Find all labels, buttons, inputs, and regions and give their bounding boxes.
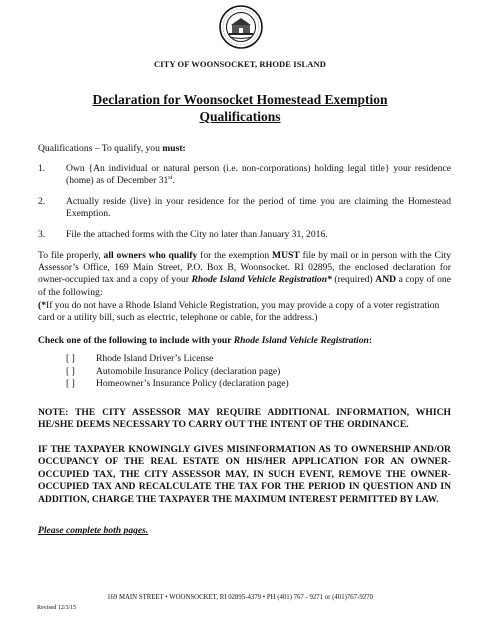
title-line-1: Declaration for Woonsocket Homestead Exemption [92,92,388,107]
city-name: CITY OF WOONSOCKET, RHODE ISLAND [153,59,327,69]
checklist-item [66,353,289,366]
qualifications-lead-text: Qualifications – To qualify, you [38,143,163,154]
p1-a: To file properly, [38,250,104,261]
p2-a: (* [38,300,46,311]
checkbox[interactable]: [ ] [66,378,75,389]
checklist-label: Homeowner’s Insurance Policy (declaration page) [96,378,289,389]
page-title [0,91,480,125]
list-text: Actually reside (live) in your residence for the period of time you are claiming the Homestead Exemption. [66,196,451,220]
checklist-label: Rhode Island Driver’s License [96,353,214,364]
p3-c: : [368,335,373,346]
list-item [38,163,451,187]
revision-date: Revised 12/3/15 [37,605,77,611]
list-text-sup: st [168,175,173,182]
p1-e: file by mail or in person with the City Assessor’s Office, 169 Main Street, P.O. Box B, Woonsocket. RI 02895, the enclosed declaration for owner-occupied tax and a copy of your [38,250,451,286]
filing-instructions [38,250,451,299]
footer-address: 169 MAIN STREET • WOONSOCKET, RI 02895-4379 • PH (401) 767 - 9271 or (401)767-9270 [107,594,373,601]
qualifications-must: must: [162,143,186,154]
qualifications-lead [38,143,451,155]
misinformation-warning: IF THE TAXPAYER KNOWINGLY GIVES MISINFORMATION AS TO OWNERSHIP AND/OR OCCUPANCY OF THE REAL ESTATE ON HIS/HER APPLICATION FOR AN OWNER-OCCUPIED TAX, THE CITY ASSESSOR MAY, IN SUCH EVENT, REMOVE THE OWNER-OCCUPIED TAX AND RECALCULATE THE TAX FOR THE PERIOD IN QUESTION AND IN ADDITION, CHARGE THE TAXPAYER THE MAXIMUM INTEREST PERMITTED BY LAW. [38,444,451,505]
city-seal-icon [219,5,263,49]
assessor-note: NOTE: THE CITY ASSESSOR MAY REQUIRE ADDITIONAL INFORMATION, WHICH HE/SHE DEEMS NECESSARY TO CARRY OUT THE INTENT OF THE ORDINANCE. [38,407,451,431]
list-text-end: . [172,175,175,187]
p1-g: (required) [331,274,376,286]
registration-alternative [38,300,451,324]
checklist-item [66,366,289,379]
checklist-item [66,378,289,391]
list-number: 1. [38,163,46,174]
p3-b: Rhode Island Vehicle Registration [233,335,369,346]
list-item [38,229,451,241]
p1-b: all owners who qualify [103,250,198,261]
checkbox[interactable]: [ ] [66,365,75,377]
list-number: 3. [38,229,46,240]
checklist-heading [38,335,451,347]
list-item [38,196,451,220]
list-text [66,163,451,187]
p2-b: If you do not have a Rhode Island Vehicle Registration, you may provide a copy of a voter registration card or a utility bill, such as electric, telephone or cable, for the address.) [38,300,440,324]
list-number: 2. [38,196,46,207]
list-text-main: Own {An individual or natural person (i.e. non-corporations) holding legal title} your residence (home) as of December 31 [66,163,451,187]
title-line-2: Qualifications [199,109,281,124]
p1-c: for the exemption [197,250,273,261]
qualifications-list [38,163,451,250]
list-text: File the attached forms with the City no later than January 31, 2016. [66,229,328,240]
checkbox[interactable]: [ ] [66,353,75,364]
p1-f: Rhode Island Vehicle Registration* [191,274,332,286]
checklist-label: Automobile Insurance Policy (declaration page) [96,365,281,377]
document-checklist [66,353,289,391]
p1-h: AND [375,274,397,286]
p1-d: MUST [272,250,300,261]
p3-a: Check one of the following to include with your [38,335,234,346]
p1-i: a copy of one of the following: [38,274,451,298]
complete-both-pages: Please complete both pages. [38,525,149,536]
